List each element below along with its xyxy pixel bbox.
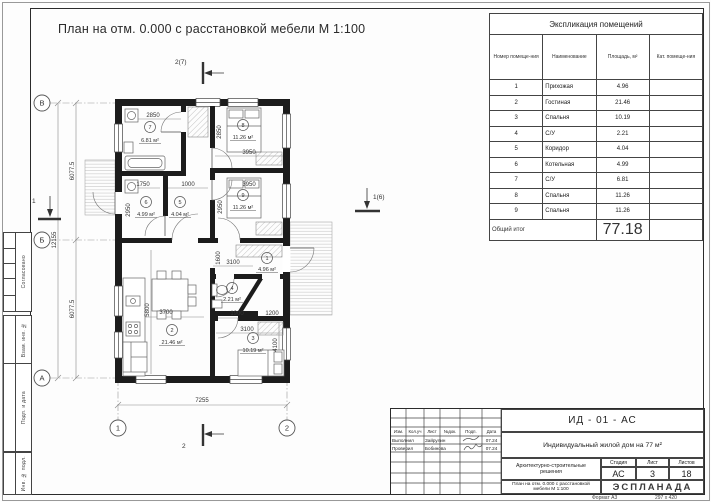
side-strip-label: Подп. и дата <box>20 390 27 425</box>
svg-text:9: 9 <box>241 193 245 199</box>
svg-text:7255: 7255 <box>195 398 209 404</box>
svg-text:1000: 1000 <box>181 182 195 188</box>
svg-text:3100: 3100 <box>240 327 254 333</box>
svg-text:4100: 4100 <box>273 338 279 352</box>
col-header-cat: Кат. помеще-ния <box>649 35 702 80</box>
cell-area: 11.26 <box>596 188 649 204</box>
svg-text:А: А <box>39 373 45 383</box>
svg-text:3950: 3950 <box>242 150 256 156</box>
cell-cat <box>649 204 702 220</box>
col-list: Лист <box>427 429 437 434</box>
cell-num: 8 <box>490 188 543 204</box>
col-data: Дата <box>486 429 497 434</box>
page-title: План на отм. 0.000 с расстановкой мебели М 1:100 <box>58 22 366 36</box>
cell-cat <box>649 126 702 142</box>
project-name: Индивидуальный жилой дом на 77 м² <box>501 432 704 458</box>
svg-text:5: 5 <box>178 200 182 206</box>
dining-table <box>152 279 188 311</box>
cell-num: 6 <box>490 157 543 173</box>
room-table <box>489 13 703 241</box>
format-label: Формат А3 <box>592 494 618 501</box>
row1-date: 07.24 <box>485 437 498 443</box>
stage-value: АС <box>601 467 636 480</box>
cell-area: 21.46 <box>596 95 649 111</box>
washer <box>125 109 138 122</box>
svg-text:1(6): 1(6) <box>373 194 385 201</box>
svg-text:3950: 3950 <box>242 182 256 188</box>
svg-text:Б: Б <box>39 235 45 245</box>
cell-name: Спальня <box>543 188 596 204</box>
cell-name: Спальня <box>543 111 596 127</box>
svg-text:1600: 1600 <box>216 251 222 265</box>
cell-num: 1 <box>490 80 543 96</box>
table-row <box>490 188 703 204</box>
entry-porch <box>290 222 332 315</box>
section-name: Архитектурно-строительные решения <box>501 458 601 480</box>
cell-cat <box>649 173 702 189</box>
svg-text:6.81 м²: 6.81 м² <box>141 138 159 144</box>
table-row <box>490 142 703 158</box>
col-koluch: Кол.уч <box>408 429 422 434</box>
svg-text:3: 3 <box>251 336 255 342</box>
cell-cat <box>649 142 702 158</box>
room-table-title: Экспликация помещений <box>490 14 703 35</box>
drawing-name: План на отм. 0.000 с расстановкой мебели М 1:100 <box>501 480 601 494</box>
svg-text:2: 2 <box>284 423 290 433</box>
svg-text:3700: 3700 <box>159 310 173 316</box>
svg-text:2950: 2950 <box>218 200 224 214</box>
cell-cat <box>649 157 702 173</box>
svg-text:3100: 3100 <box>226 260 240 266</box>
table-row <box>490 80 703 96</box>
bathtub <box>125 156 165 170</box>
cell-area: 4.04 <box>596 142 649 158</box>
svg-text:4.04 м²: 4.04 м² <box>171 212 189 218</box>
cell-num: 2 <box>490 95 543 111</box>
cell-area: 6.81 <box>596 173 649 189</box>
signature <box>463 436 482 450</box>
svg-text:2(7): 2(7) <box>175 59 187 66</box>
stage-label: Стадия <box>601 458 636 467</box>
table-row <box>490 95 703 111</box>
svg-text:2: 2 <box>170 328 174 334</box>
sink <box>212 300 222 308</box>
total-area: 77.18 <box>596 219 649 240</box>
svg-text:1900: 1900 <box>230 311 244 317</box>
svg-text:1: 1 <box>265 256 269 262</box>
svg-text:2850: 2850 <box>217 125 223 139</box>
row2-role: Проверил <box>392 445 414 451</box>
col-ndok: №док. <box>443 429 457 434</box>
col-header-number: Номер помеще-ния <box>490 35 543 80</box>
cell-name: С/У <box>543 173 596 189</box>
cell-cat <box>649 188 702 204</box>
cell-name: Котельная <box>543 157 596 173</box>
cell-name: С/У <box>543 126 596 142</box>
cell-num: 3 <box>490 111 543 127</box>
side-strip-label: Взам. инв. № <box>20 322 27 358</box>
svg-text:11.26 м²: 11.26 м² <box>232 205 254 211</box>
svg-text:4.99 м²: 4.99 м² <box>137 212 155 218</box>
row1-role: Выполнил <box>392 437 414 443</box>
svg-text:6: 6 <box>144 200 148 206</box>
title-block <box>390 408 705 495</box>
cell-name: Спальня <box>543 204 596 220</box>
col-header-name: Наименование <box>543 35 596 80</box>
svg-text:8: 8 <box>241 123 245 129</box>
cell-num: 5 <box>490 142 543 158</box>
cell-num: 4 <box>490 126 543 142</box>
svg-text:21.46 м²: 21.46 м² <box>161 340 183 346</box>
svg-text:11.26 м²: 11.26 м² <box>232 135 254 141</box>
sheet-value: 3 <box>636 467 669 480</box>
cell-cat <box>649 80 702 96</box>
svg-text:12155: 12155 <box>52 231 58 249</box>
row1-name: Зайрулин <box>425 437 446 443</box>
doc-code: ИД - 01 - АС <box>501 409 704 432</box>
sheet-label: Лист <box>636 458 669 467</box>
svg-text:6077.5: 6077.5 <box>70 299 76 319</box>
svg-text:2950: 2950 <box>126 203 132 217</box>
cell-num: 9 <box>490 204 543 220</box>
svg-text:10.19 м²: 10.19 м² <box>242 348 264 354</box>
cell-area: 10.19 <box>596 111 649 127</box>
table-row <box>490 111 703 127</box>
row2-date: 07.24 <box>485 445 498 451</box>
cell-name: Прихожая <box>543 80 596 96</box>
svg-text:7: 7 <box>148 125 152 131</box>
col-header-area: Площадь, м² <box>596 35 649 80</box>
svg-text:1200: 1200 <box>265 311 279 317</box>
cell-name: Гостиная <box>543 95 596 111</box>
row2-name: Бобинова <box>425 445 446 451</box>
svg-text:1: 1 <box>115 423 121 433</box>
table-row <box>490 173 703 189</box>
svg-text:4: 4 <box>230 286 234 292</box>
svg-text:2850: 2850 <box>146 113 160 119</box>
svg-text:2: 2 <box>182 443 186 450</box>
side-porch <box>85 160 115 215</box>
cell-area: 4.99 <box>596 157 649 173</box>
side-strip-label: Согласовано <box>20 255 27 289</box>
cell-area: 4.96 <box>596 80 649 96</box>
cell-num: 7 <box>490 173 543 189</box>
sheets-value: 18 <box>669 467 704 480</box>
cell-area: 11.26 <box>596 204 649 220</box>
sheets-label: Листов <box>669 458 704 467</box>
col-podp: Подп. <box>465 429 477 434</box>
svg-text:В: В <box>39 98 45 108</box>
total-label: Общий итог <box>490 219 597 240</box>
table-row <box>490 126 703 142</box>
svg-text:2.21 м²: 2.21 м² <box>223 297 241 303</box>
svg-text:1750: 1750 <box>136 182 150 188</box>
svg-text:6077.5: 6077.5 <box>70 161 76 181</box>
cell-area: 2.21 <box>596 126 649 142</box>
svg-text:4.96 м²: 4.96 м² <box>258 267 276 273</box>
cell-name: Коридор <box>543 142 596 158</box>
side-strip-label: Инв. № подл. <box>20 455 27 492</box>
company-logo: ЭСПЛАНАДА <box>601 480 704 494</box>
table-row <box>490 204 703 220</box>
total-cat-empty <box>649 219 702 240</box>
size-label: 297 х 420 <box>655 494 677 501</box>
svg-text:1: 1 <box>32 198 36 205</box>
sink <box>124 142 133 153</box>
cell-cat <box>649 111 702 127</box>
col-izm: Изм. <box>393 429 404 434</box>
svg-text:5800: 5800 <box>145 303 151 317</box>
table-row <box>490 157 703 173</box>
cell-cat <box>649 95 702 111</box>
